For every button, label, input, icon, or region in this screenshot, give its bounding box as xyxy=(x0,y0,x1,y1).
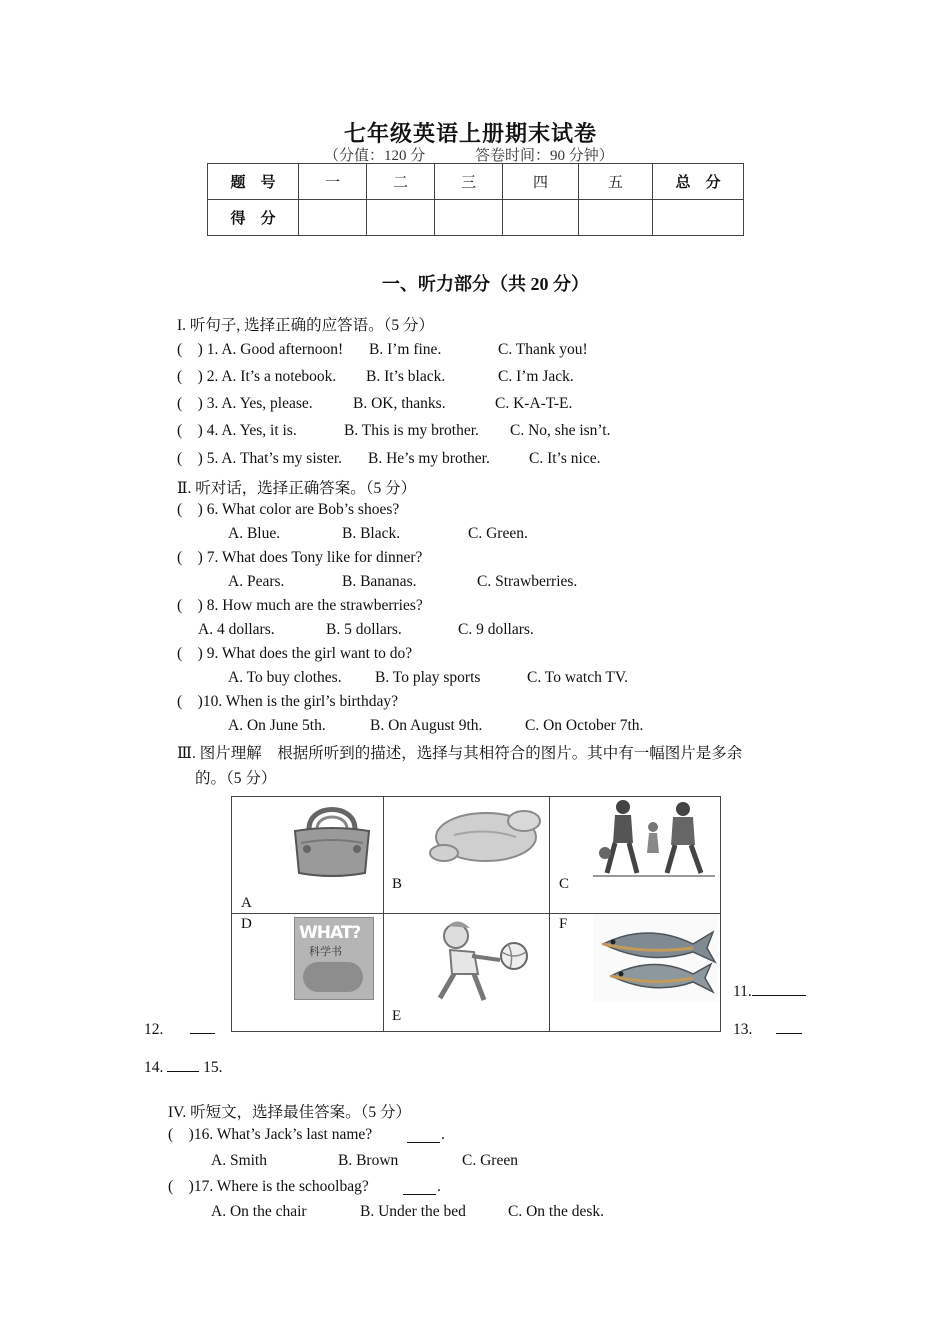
q8-option-b: B. 5 dollars. xyxy=(326,621,402,638)
answer-14-label: 14. xyxy=(144,1059,164,1076)
picture-cell-a xyxy=(232,797,384,914)
cell-total: 总 分 xyxy=(653,164,744,200)
q16-blank[interactable] xyxy=(407,1130,440,1143)
cell-part-4: 四 xyxy=(503,164,579,200)
science-book-cover xyxy=(294,917,374,1000)
q10-option-a: A. On June 5th. xyxy=(228,717,326,734)
score-table-score-row xyxy=(208,200,744,236)
picture-cell-f xyxy=(550,914,720,1031)
q17-stem: ( )17. Where is the schoolbag? xyxy=(168,1178,369,1195)
picture-label-b: B xyxy=(392,876,403,892)
picture-label-c: C xyxy=(559,876,570,892)
q8-option-c: C. 9 dollars. xyxy=(458,621,534,638)
answer-12 xyxy=(144,1019,215,1039)
cell-score-label: 得 分 xyxy=(208,200,299,236)
q1-option-c: C. Thank you! xyxy=(498,341,588,358)
score-input-4[interactable] xyxy=(503,200,579,236)
basketball-players-icon xyxy=(593,797,715,877)
answer-12-blank[interactable] xyxy=(190,1019,215,1034)
q17-option-a: A. On the chair xyxy=(211,1203,307,1220)
answer-11-blank[interactable] xyxy=(752,981,806,996)
q6-stem: ( ) 6. What color are Bob’s shoes? xyxy=(177,501,400,518)
score-input-3[interactable] xyxy=(435,200,503,236)
cell-question-number: 题 号 xyxy=(208,164,299,200)
part2-heading: Ⅱ. 听对话，选择正确答案。（5 分） xyxy=(177,480,417,497)
q9-option-a: A. To buy clothes. xyxy=(228,669,342,686)
q16-period: . xyxy=(441,1126,445,1143)
book-subtitle: 科学书 xyxy=(309,946,342,958)
q7-option-c: C. Strawberries. xyxy=(477,573,578,590)
q7-option-b: B. Bananas. xyxy=(342,573,417,590)
answer-14-blank[interactable] xyxy=(167,1057,199,1072)
handbag-icon xyxy=(287,799,377,879)
q4-option-b: B. This is my brother. xyxy=(344,422,479,439)
picture-label-d: D xyxy=(241,916,252,932)
q6-option-c: C. Green. xyxy=(468,525,528,542)
q17-option-c: C. On the desk. xyxy=(508,1203,605,1220)
part3-heading: Ⅲ. 图片理解 根据所听到的描述，选择与其相符合的图片。其中有一幅图片是多余 xyxy=(177,745,743,762)
score-input-5[interactable] xyxy=(579,200,653,236)
q5-stem: ( ) 5. A. That’s my sister. xyxy=(177,450,343,467)
q2-option-b: B. It’s black. xyxy=(366,368,446,385)
answer-13 xyxy=(733,1019,802,1039)
answer-15-label: 15. xyxy=(203,1059,223,1076)
q16-option-a: A. Smith xyxy=(211,1152,267,1169)
time-info: 答卷时间：90 分钟） xyxy=(475,148,614,164)
q17-blank[interactable] xyxy=(403,1182,436,1195)
q8-stem: ( ) 8. How much are the strawberries? xyxy=(177,597,423,614)
q3-option-b: B. OK, thanks. xyxy=(353,395,446,412)
book-title: WHAT? xyxy=(299,923,361,943)
picture-label-f: F xyxy=(559,916,568,932)
q10-option-c: C. On October 7th. xyxy=(525,717,644,734)
picture-cell-b xyxy=(384,797,550,914)
q4-option-c: C. No, she isn’t. xyxy=(510,422,611,439)
score-input-1[interactable] xyxy=(299,200,367,236)
q2-stem: ( ) 2. A. It’s a notebook. xyxy=(177,368,337,385)
cell-part-5: 五 xyxy=(579,164,653,200)
volleyball-girl-icon xyxy=(414,916,544,1006)
picture-label-e: E xyxy=(392,1008,402,1024)
q7-option-a: A. Pears. xyxy=(228,573,285,590)
part3-heading-cont: 的。（5 分） xyxy=(195,770,277,787)
score-table-header-row xyxy=(208,164,744,200)
q6-option-a: A. Blue. xyxy=(228,525,281,542)
q17-period: . xyxy=(437,1178,441,1195)
section-title: 一、听力部分（共 20 分） xyxy=(382,274,589,294)
score-input-total[interactable] xyxy=(653,200,744,236)
answer-13-blank[interactable] xyxy=(776,1019,802,1034)
picture-cell-c xyxy=(550,797,720,914)
q5-option-b: B. He’s my brother. xyxy=(368,450,490,467)
q16-option-c: C. Green xyxy=(462,1152,518,1169)
part1-heading: I. 听句子, 选择正确的应答语。（5 分） xyxy=(177,317,435,334)
q10-stem: ( )10. When is the girl’s birthday? xyxy=(177,693,398,710)
fish-icon xyxy=(593,914,718,1002)
cell-part-1: 一 xyxy=(299,164,367,200)
answer-12-label: 12. xyxy=(144,1021,164,1038)
q8-option-a: A. 4 dollars. xyxy=(198,621,275,638)
cell-part-3: 三 xyxy=(435,164,503,200)
q5-option-c: C. It’s nice. xyxy=(529,450,601,467)
q1-stem: ( ) 1. A. Good afternoon! xyxy=(177,341,344,358)
q16-stem: ( )16. What’s Jack’s last name? xyxy=(168,1126,373,1143)
q3-option-c: C. K-A-T-E. xyxy=(495,395,573,412)
roast-chicken-icon xyxy=(424,799,549,869)
page-title: 七年级英语上册期末试卷 xyxy=(344,121,598,146)
q1-option-b: B. I’m fine. xyxy=(369,341,442,358)
q9-option-b: B. To play sports xyxy=(375,669,481,686)
q7-stem: ( ) 7. What does Tony like for dinner? xyxy=(177,549,423,566)
q10-option-b: B. On August 9th. xyxy=(370,717,483,734)
score-input-2[interactable] xyxy=(367,200,435,236)
picture-cell-d xyxy=(232,914,384,1031)
q4-stem: ( ) 4. A. Yes, it is. xyxy=(177,422,297,439)
q17-option-b: B. Under the bed xyxy=(360,1203,466,1220)
answer-14-15 xyxy=(144,1057,223,1077)
q16-option-b: B. Brown xyxy=(338,1152,399,1169)
q2-option-c: C. I’m Jack. xyxy=(498,368,574,385)
picture-label-a: A xyxy=(241,895,252,911)
q9-stem: ( ) 9. What does the girl want to do? xyxy=(177,645,413,662)
picture-cell-e xyxy=(384,914,550,1031)
q9-option-c: C. To watch TV. xyxy=(527,669,628,686)
score-info: （分值：120 分 xyxy=(324,148,426,164)
answer-11 xyxy=(733,981,806,1001)
q6-option-b: B. Black. xyxy=(342,525,401,542)
picture-grid xyxy=(231,796,721,1032)
answer-11-label: 11. xyxy=(733,983,752,1000)
answer-13-label: 13. xyxy=(733,1021,753,1038)
score-table xyxy=(207,163,744,236)
cell-part-2: 二 xyxy=(367,164,435,200)
part4-heading: IV. 听短文，选择最佳答案。（5 分） xyxy=(168,1104,411,1121)
q3-stem: ( ) 3. A. Yes, please. xyxy=(177,395,313,412)
